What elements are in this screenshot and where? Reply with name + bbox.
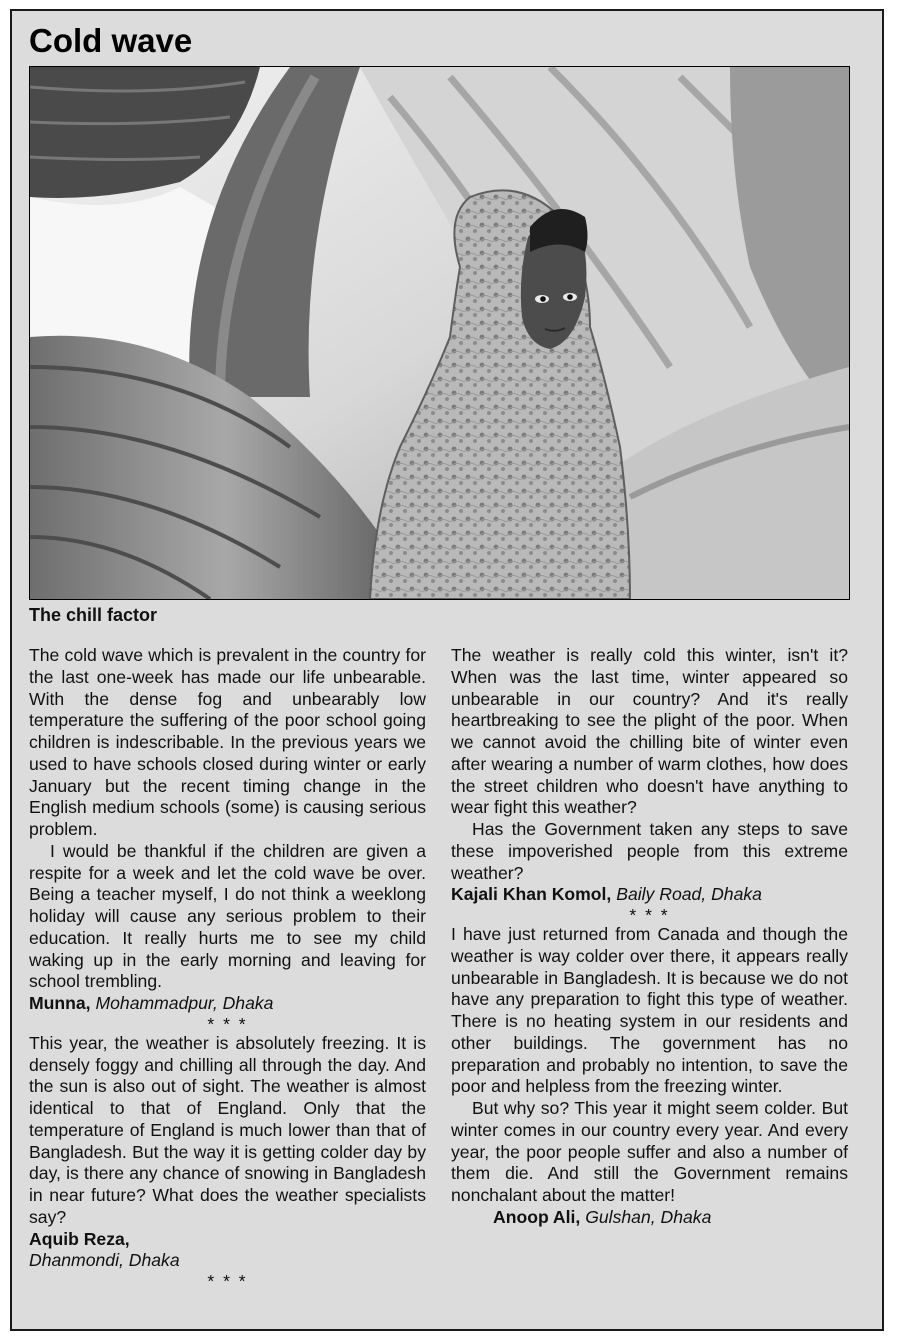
author-name: Anoop Ali, [493,1206,581,1227]
author-location: Mohammadpur, Dhaka [95,993,274,1013]
author-name: Aquib Reza, [29,1228,130,1249]
article-photo [29,66,850,600]
letter [451,645,848,906]
separator: * * * [207,1013,248,1034]
letter-signature [451,1207,848,1229]
girl-in-shawl-photo [30,67,849,599]
photo-caption: The chill factor [29,605,158,625]
letter [29,645,426,1015]
left-column [29,645,426,1290]
letter-paragraph: I would be thankful if the children are given a respite for a week and let the cold wave be over. Being a teacher myself, I do not think a weeklong holiday will cause any serious problem to their education. It really hurts me to see my child waking up in the early morning and leaving for school trembling. [29,840,426,992]
letter-paragraph: Has the Government taken any steps to save these impoverished people from this extreme weather? [451,819,848,883]
letter-paragraph: The cold wave which is prevalent in the country for the last one-week has made our life unbearable. With the dense fog and unbearably low temperature the suffering of the poor school going children is indescribable. In the previous years we used to have schools closed during winter or early January but the recent timing change in the English medium schools (some) is causing serious problem. [29,645,426,839]
letter [451,924,848,1229]
letter-paragraph: But why so? This year it might seem colder. But winter comes in our country every year. And every year, the poor people suffer and also a number of them die. And still the Government remains nonchalant about the matter! [451,1098,848,1205]
right-column [451,645,848,1229]
letter-signature [451,884,848,906]
letter-signature [29,993,426,1015]
author-name: Munna, [29,993,91,1013]
letter [29,1033,426,1272]
page-title: Cold wave [29,22,193,59]
letter-paragraph: The weather is really cold this winter, isn't it? When was the last time, winter appeared so unbearable in our country? And it's really heartbreaking to see the plight of the poor. When we cannot avoid the chilling bite of winter even after wearing a number of warm clothes, how does the street children who doesn't have anything to wear fight this weather? [451,645,848,818]
separator: * * * [207,1271,248,1291]
author-location: Dhanmondi, Dhaka [29,1250,180,1271]
separator: * * * [629,905,670,925]
author-location: Gulshan, Dhaka [585,1206,712,1227]
letter-paragraph: I have just returned from Canada and though the weather is way colder over there, it appears really unbearable in Bangladesh. It is because we do not have any preparation to fight this type of weather. There is no heating system in our residents and other buildings. The government has no preparation and probably no intention, to save the poor and helpless from the freezing winter. [451,924,848,1097]
author-name: Kajali Khan Komol, [451,884,612,905]
author-location: Baily Road, Dhaka [616,884,762,905]
letter-paragraph: This year, the weather is absolutely freezing. It is densely foggy and chilling all through the day. And the sun is also out of sight. The weather is almost identical to that of England. Only that the temperature of England is much lower than that of Bangladesh. But the way it is getting colder day by day, is there any chance of snowing in Bangladesh in near future? What does the weather specialists say? [29,1032,426,1227]
